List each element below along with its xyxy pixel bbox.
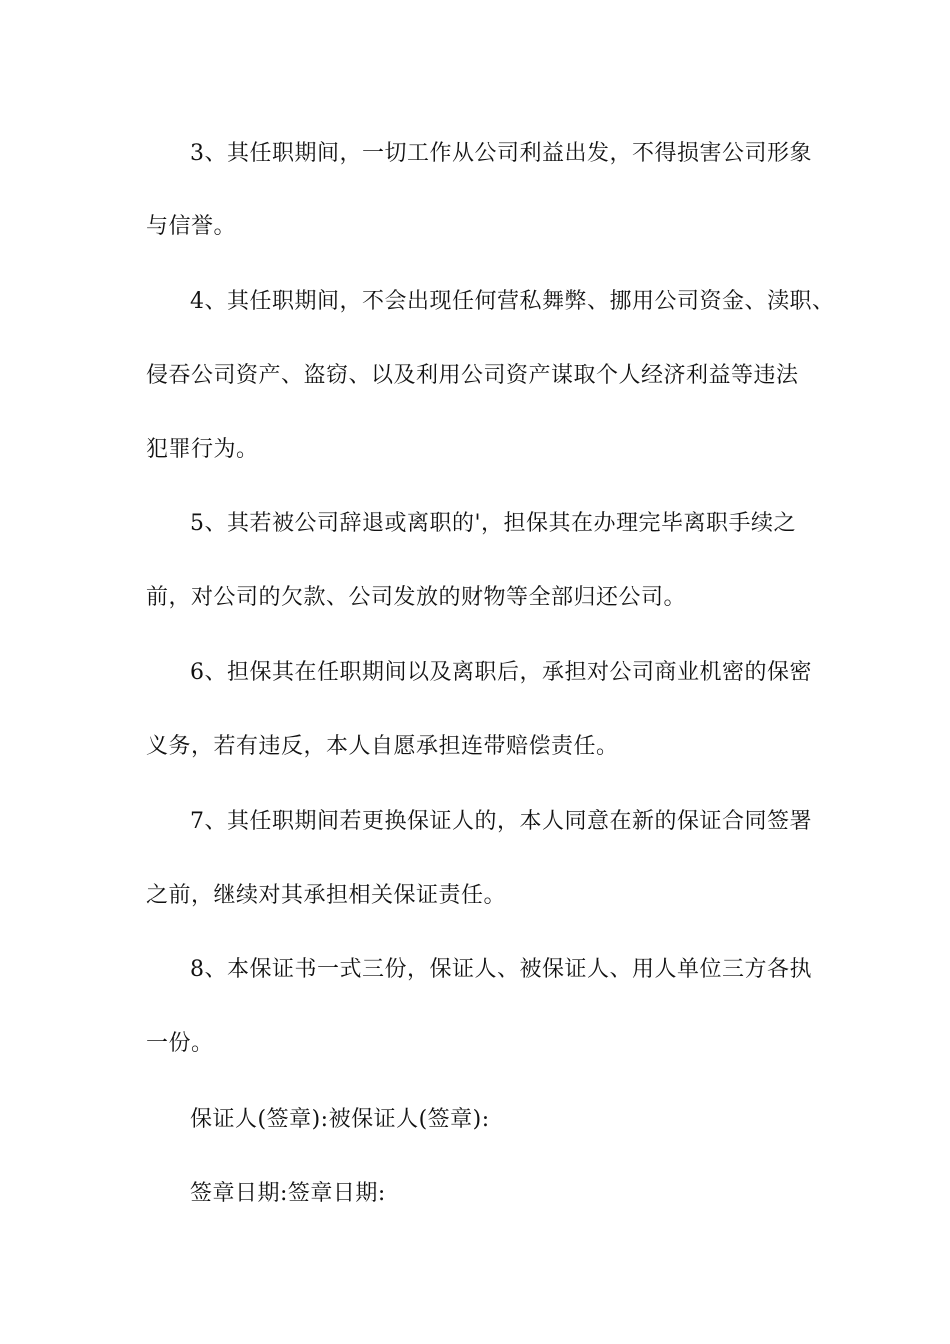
clause-3-line-1: 3、其任职期间，一切工作从公司利益出发，不得损害公司形象: [190, 141, 812, 166]
clause-6-line-2: 义务，若有违反，本人自愿承担连带赔偿责任。: [146, 734, 619, 759]
clause-7-line-1: 7、其任职期间若更换保证人的，本人同意在新的保证合同签署: [190, 809, 812, 834]
clause-3-line-2: 与信誉。: [146, 214, 237, 239]
signature-line: 保证人(签章):被保证人(签章):: [190, 1107, 490, 1132]
clause-5-line-2: 前，对公司的欠款、公司发放的财物等全部归还公司。: [146, 585, 687, 610]
clause-8-line-2: 一份。: [146, 1031, 214, 1056]
clause-4-line-3: 犯罪行为。: [146, 437, 259, 462]
clause-7-line-2: 之前，继续对其承担相关保证责任。: [146, 883, 507, 908]
signature-date-line: 签章日期:签章日期:: [190, 1181, 386, 1206]
clause-5-line-1: 5、其若被公司辞退或离职的'，担保其在办理完毕离职手续之: [190, 511, 797, 536]
clause-8-line-1: 8、本保证书一式三份，保证人、被保证人、用人单位三方各执: [190, 957, 812, 982]
clause-6-line-1: 6、担保其在任职期间以及离职后，承担对公司商业机密的保密: [190, 660, 812, 685]
clause-4-line-2: 侵吞公司资产、盗窃、以及利用公司资产谋取个人经济利益等违法: [146, 363, 799, 388]
clause-4-line-1: 4、其任职期间，不会出现任何营私舞弊、挪用公司资金、渎职、: [190, 289, 835, 314]
